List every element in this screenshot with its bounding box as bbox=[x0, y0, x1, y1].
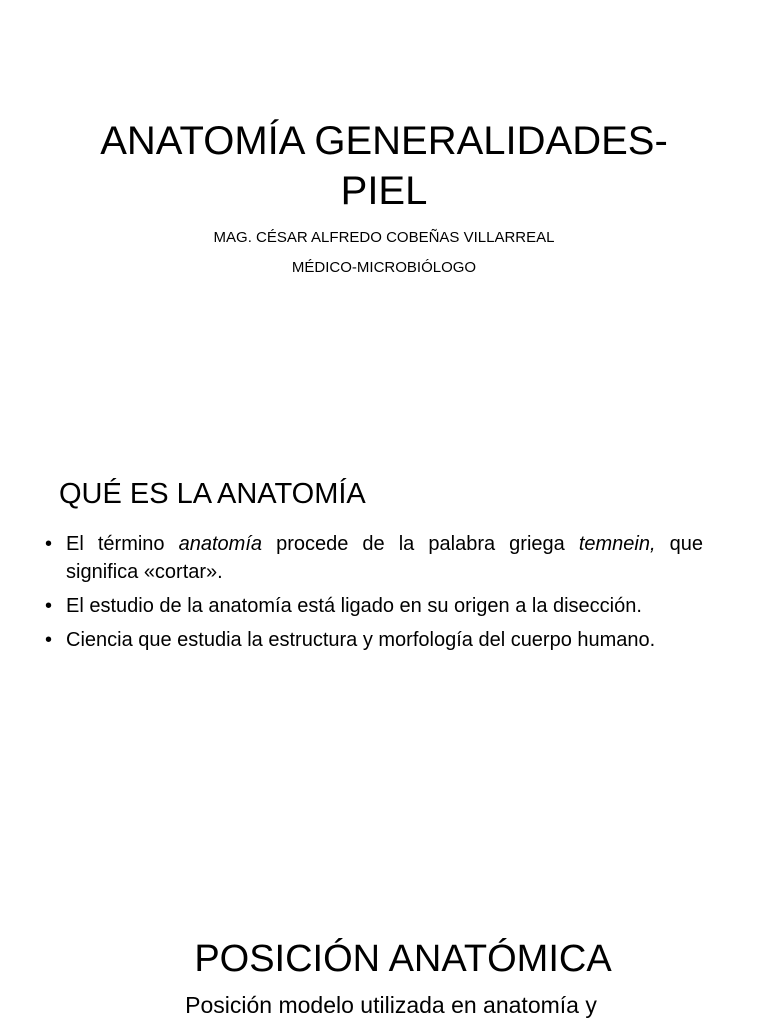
bullet-text-part: procede de la palabra griega bbox=[262, 533, 579, 555]
section-text: Posición modelo utilizada en anatomía y bbox=[185, 992, 597, 1018]
list-item bbox=[45, 592, 703, 620]
section-title: POSICIÓN ANATÓMICA bbox=[194, 938, 612, 980]
bullet-icon: • bbox=[45, 533, 53, 555]
list-item bbox=[45, 530, 703, 586]
slide-anatomical-position bbox=[0, 880, 768, 1024]
bullet-text-italic: temnein, bbox=[578, 533, 656, 555]
section-title: QUÉ ES LA ANATOMÍA bbox=[59, 478, 366, 510]
bullet-list bbox=[45, 530, 703, 660]
slide-what-is-anatomy bbox=[0, 440, 768, 880]
bullet-icon: • bbox=[45, 629, 53, 651]
list-item bbox=[45, 626, 703, 654]
slide-title bbox=[0, 0, 768, 440]
bullet-icon: • bbox=[45, 595, 53, 617]
title-line-1: ANATOMÍA GENERALIDADES- bbox=[100, 119, 668, 163]
bullet-text: Ciencia que estudia la estructura y morfología del cuerpo humano. bbox=[66, 629, 656, 651]
bullet-text-part: El término bbox=[66, 533, 179, 555]
bullet-text-italic: anatomía bbox=[178, 533, 263, 555]
bullet-text: El estudio de la anatomía está ligado en su origen a la disección. bbox=[66, 595, 642, 617]
bullet-text-part: que significa «cortar». bbox=[66, 533, 704, 583]
title-line-2: PIEL bbox=[340, 169, 428, 213]
author-role: MÉDICO-MICROBIÓLOGO bbox=[291, 259, 477, 276]
slide-main-title bbox=[40, 116, 728, 216]
author-name: MAG. CÉSAR ALFREDO COBEÑAS VILLARREAL bbox=[213, 229, 555, 246]
